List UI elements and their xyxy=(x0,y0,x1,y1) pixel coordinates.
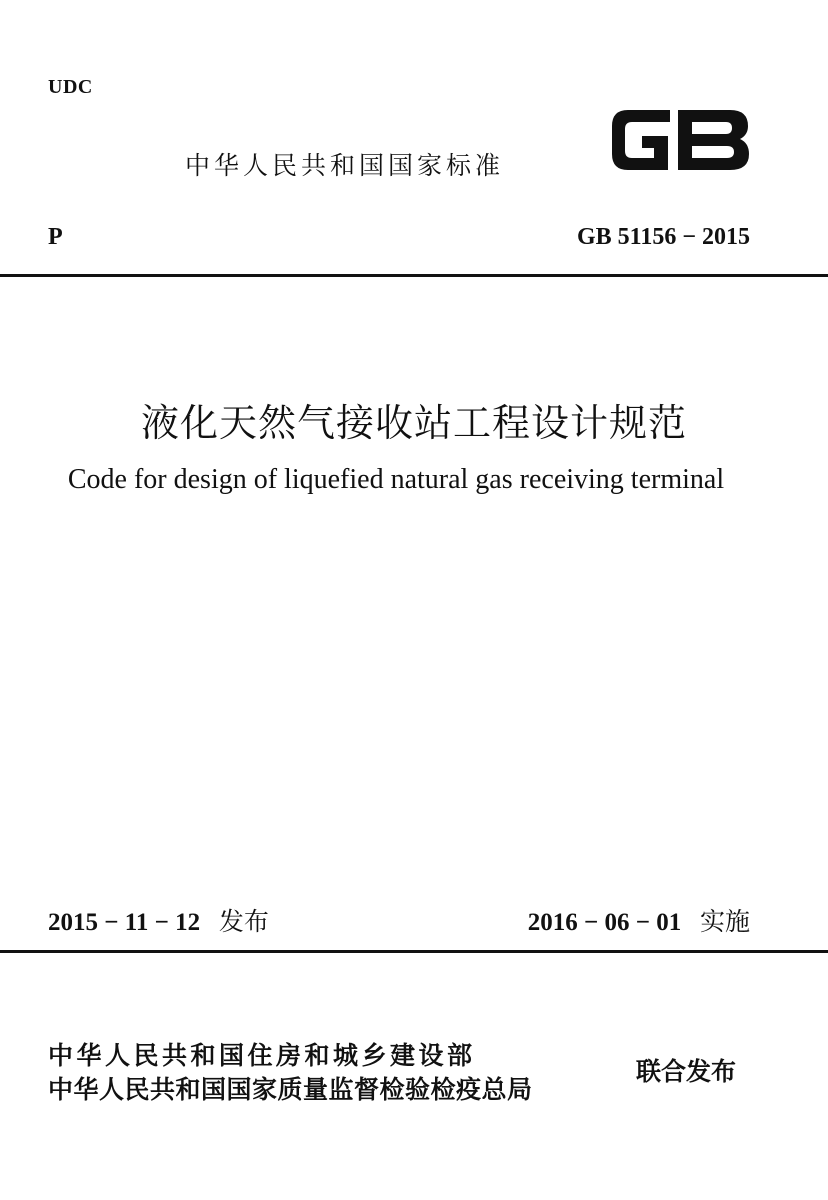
implement-date-line xyxy=(528,902,750,938)
divider-bottom xyxy=(0,950,828,953)
gb-logo xyxy=(608,102,753,178)
joint-publish-label: 联合发布 xyxy=(636,1057,737,1086)
category-code: P xyxy=(48,224,63,250)
issue-date-line xyxy=(48,902,269,938)
publisher-line-1: 中华人民共和国住房和城乡建设部 xyxy=(48,1041,476,1070)
divider-top xyxy=(0,274,828,277)
title-english: Code for design of liquefied natural gas receiving terminal xyxy=(67,464,725,495)
national-standard-heading: 中华人民共和国国家标准 xyxy=(185,151,505,180)
udc-label: UDC xyxy=(48,76,93,98)
standard-number: GB 51156 − 2015 xyxy=(576,224,750,250)
issue-label: 发布 xyxy=(218,907,269,936)
implement-label: 实施 xyxy=(699,907,750,936)
implement-date: 2016 − 06 − 01 xyxy=(527,909,682,936)
publisher-line-2: 中华人民共和国国家质量监督检验检疫总局 xyxy=(48,1075,533,1104)
issue-date: 2015 − 11 − 12 xyxy=(48,909,201,936)
title-chinese: 液化天然气接收站工程设计规范 xyxy=(140,401,687,445)
